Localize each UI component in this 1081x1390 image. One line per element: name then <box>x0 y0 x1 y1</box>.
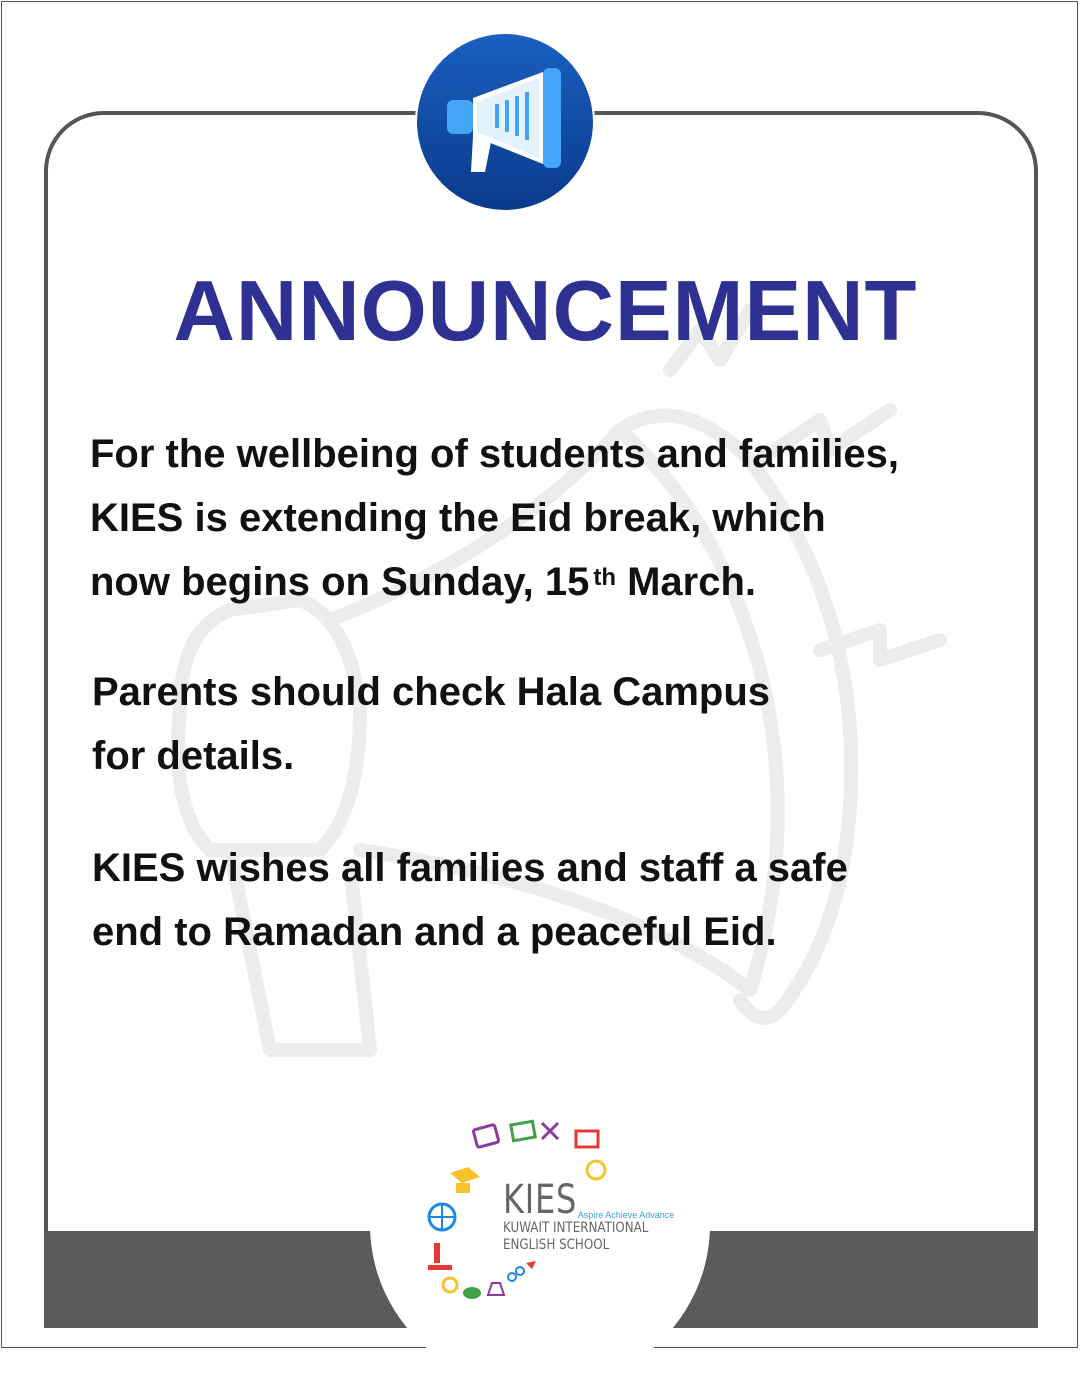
ordinal-suffix: th <box>593 564 616 591</box>
school-logo <box>503 1177 675 1254</box>
text-line: end to Ramadan and a peaceful Eid. <box>92 910 777 954</box>
paragraph-hala-campus <box>92 660 992 788</box>
text-line: for details. <box>92 734 295 778</box>
text-line: Parents should check Hala Campus <box>92 670 771 714</box>
text-line <box>90 550 1040 614</box>
text-line: KIES wishes all families and staff a safe <box>92 846 848 890</box>
text-segment: March. <box>615 560 757 604</box>
logo-name: KIES <box>503 1177 578 1223</box>
logo-line-1: KUWAIT INTERNATIONAL <box>503 1220 649 1236</box>
paragraph-eid-break <box>90 422 1040 614</box>
page-title: ANNOUNCEMENT <box>173 264 918 359</box>
text-line: For the wellbeing of students and families, <box>90 432 899 476</box>
text-line: KIES is extending the Eid break, which <box>90 496 826 540</box>
megaphone-badge <box>415 32 595 212</box>
megaphone-icon <box>415 32 595 212</box>
paragraph-wishes <box>92 836 992 964</box>
logo-tagline: Aspire Achieve Advance <box>577 1210 675 1220</box>
logo-line-2: ENGLISH SCHOOL <box>503 1237 610 1253</box>
text-segment: now begins on Sunday, 15 <box>90 560 590 604</box>
